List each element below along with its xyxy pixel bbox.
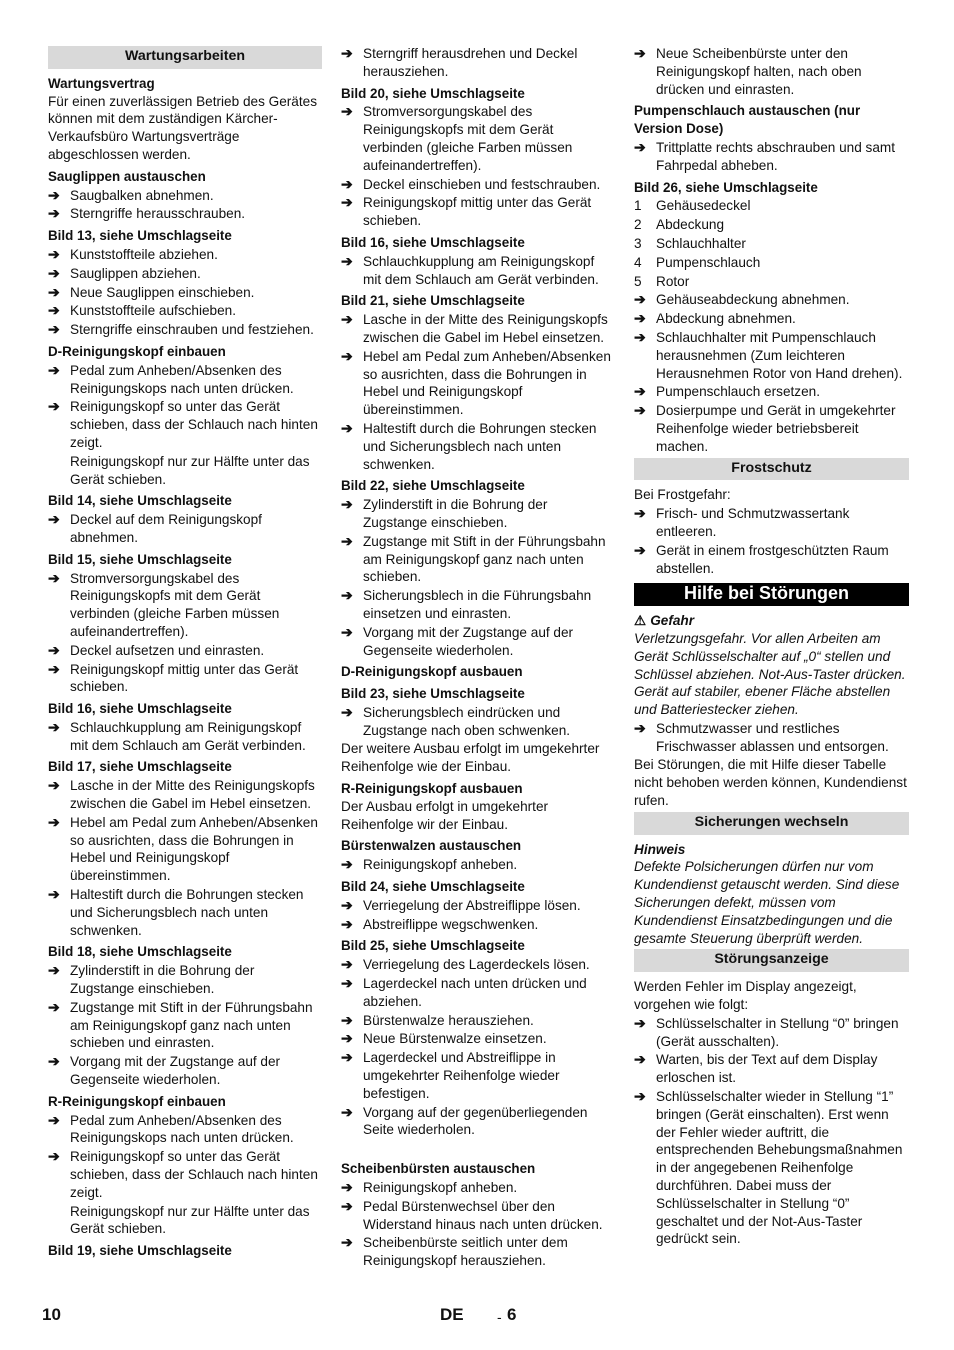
- column-3: [634, 44, 909, 1249]
- note-heading: Hinweis: [634, 841, 686, 857]
- indented-note: Reinigungskopf nur zur Hälfte unter das Gerät schieben.: [70, 1203, 310, 1237]
- instruction-step: [48, 999, 322, 1052]
- instruction-step: [341, 975, 615, 1011]
- instruction-step: [48, 205, 322, 223]
- instruction-step: [634, 542, 909, 578]
- arrow-icon: ➔: [341, 703, 353, 720]
- subheading: D-Reinigungskopf ausbauen: [341, 664, 523, 680]
- step-text: Frisch- und Schmutzwassertank entleeren.: [656, 506, 850, 539]
- subheading: Bild 23, siehe Umschlagseite: [341, 686, 525, 702]
- arrow-icon: ➔: [634, 505, 646, 522]
- step-text: Hebel am Pedal zum Anheben/Absenken so ausrichten, dass die Bohrungen in Hebel und Reinigungskopf übereinstimmen.: [363, 348, 611, 418]
- instruction-step: [48, 962, 322, 998]
- paragraph: Bei Frostgefahr:: [634, 487, 731, 503]
- subheading: Bild 20, siehe Umschlagseite: [341, 85, 525, 101]
- italic-paragraph: Verletzungsgefahr. Vor allen Arbeiten am Gerät Schlüsselschalter auf „0“ stellen und Schlüssel abziehen. Not-Aus-Taster drücken.: [634, 630, 906, 682]
- instruction-step: [341, 856, 615, 874]
- step-text: Pedal Bürstenwechsel über den Widerstand hinaus nach unten drücken.: [363, 1198, 603, 1232]
- paragraph: Für einen zuverlässigen Betrieb des Gerätes können mit dem zuständigen Kärcher-Verkaufsbüro Wartungsverträge abgeschlossen werden.: [48, 93, 317, 162]
- arrow-icon: ➔: [634, 328, 646, 345]
- step-text: Reinigungskopf so unter das Gerät schieben, dass der Schlauch nach hinten zeigt.: [70, 399, 318, 450]
- legend-number: 3: [634, 235, 642, 251]
- page-number: 10: [42, 1305, 61, 1324]
- step-text: Sicherungsblech eindrücken und Zugstange nach oben schwenken.: [363, 704, 571, 738]
- step-text: Reinigungskopf so unter das Gerät schieben, dass der Schlauch nach hinten zeigt.: [70, 1149, 318, 1200]
- arrow-icon: ➔: [634, 138, 646, 155]
- arrow-icon: ➔: [341, 587, 353, 604]
- arrow-icon: ➔: [48, 264, 60, 281]
- arrow-icon: ➔: [634, 291, 646, 308]
- danger-label: Gefahr: [650, 613, 695, 629]
- arrow-icon: ➔: [341, 311, 353, 328]
- step-text: Schlüsselschalter wieder in Stellung “1” bringen (Gerät einschalten). Erst wenn der Fehler wieder auftritt, die entsprechenden Behebungsmaßnahmen in der angegebenen Reihenfolge durchführen. Dabei muss der Schlüsselschalter in Stellung “0” geschaltet und der Not-Aus-Taster gedrückt sein.: [656, 1089, 903, 1247]
- arrow-icon: ➔: [341, 1197, 353, 1214]
- instruction-step: [341, 1234, 615, 1270]
- arrow-icon: ➔: [341, 103, 353, 120]
- arrow-icon: ➔: [48, 321, 60, 338]
- step-text: Neue Scheibenbürste unter den Reinigungskopf halten, nach oben drücken und einrasten.: [656, 46, 862, 97]
- instruction-step: [341, 496, 615, 532]
- arrow-icon: ➔: [341, 347, 353, 364]
- spacer: [341, 1140, 615, 1156]
- arrow-icon: ➔: [634, 1014, 646, 1031]
- legend-item: [634, 235, 909, 253]
- instruction-step: [48, 719, 322, 755]
- arrow-icon: ➔: [341, 915, 353, 932]
- danger-heading: [634, 612, 909, 630]
- instruction-step: [634, 291, 909, 309]
- instruction-step: [48, 777, 322, 813]
- step-text: Lasche in der Mitte des Reinigungskopfs zwischen die Gabel im Hebel einsetzen.: [363, 312, 608, 345]
- step-text: Vorgang mit der Zugstange auf der Gegenseite wiederholen.: [363, 624, 574, 658]
- step-text: Lagerdeckel nach unten drücken und abziehen.: [363, 976, 587, 1009]
- arrow-icon: ➔: [634, 310, 646, 327]
- subheading: D-Reinigungskopf einbauen: [48, 343, 226, 359]
- arrow-icon: ➔: [48, 641, 60, 658]
- step-text: Reinigungskopf anheben.: [363, 1180, 518, 1196]
- step-text: Zugstange mit Stift in der Führungsbahn am Reinigungskopf ganz nach unten schieben und einrasten.: [70, 999, 313, 1051]
- arrow-icon: ➔: [48, 1053, 60, 1070]
- instruction-step: [634, 720, 909, 756]
- instruction-step: [341, 103, 615, 174]
- instruction-step: [48, 814, 322, 885]
- arrow-icon: ➔: [341, 856, 353, 873]
- arrow-icon: ➔: [634, 402, 646, 419]
- arrow-icon: ➔: [634, 1088, 646, 1105]
- instruction-step: [48, 1112, 322, 1148]
- step-text: Pumpenschlauch ersetzen.: [656, 384, 820, 400]
- arrow-icon: ➔: [341, 623, 353, 640]
- arrow-icon: ➔: [48, 886, 60, 903]
- instruction-step: [634, 139, 909, 175]
- arrow-icon: ➔: [48, 283, 60, 300]
- arrow-icon: ➔: [341, 1030, 353, 1047]
- step-text: Abstreiflippe wegschwenken.: [363, 916, 539, 932]
- subheading: Bürstenwalzen austauschen: [341, 838, 522, 854]
- arrow-icon: ➔: [341, 896, 353, 913]
- instruction-step: [341, 311, 615, 347]
- arrow-icon: ➔: [341, 175, 353, 192]
- instruction-step: [48, 1053, 322, 1089]
- arrow-icon: ➔: [341, 956, 353, 973]
- step-text: Zugstange mit Stift in der Führungsbahn am Reinigungskopf ganz nach unten schieben.: [363, 533, 606, 585]
- subheading: Bild 18, siehe Umschlagseite: [48, 944, 232, 960]
- paragraph: Der Ausbau erfolgt in umgekehrter Reihenfolge wir der Einbau.: [341, 798, 549, 832]
- instruction-step: [48, 284, 322, 302]
- arrow-icon: ➔: [48, 361, 60, 378]
- step-text: Dosierpumpe und Gerät in umgekehrter Reihenfolge wieder betriebsbereit machen.: [656, 403, 896, 454]
- step-text: Deckel aufsetzen und einrasten.: [70, 642, 265, 658]
- subheading: Bild 19, siehe Umschlagseite: [48, 1243, 232, 1259]
- instruction-step: [48, 642, 322, 660]
- italic-paragraph: Defekte Polsicherungen dürfen nur vom Kundendienst getauscht werden. Sind diese Sicherungen defekt, müssen vom Kundendienst Einsatzbedingungen und die gesamte Steuerung überprüft werden.: [634, 859, 900, 946]
- legend-number: 4: [634, 254, 642, 270]
- arrow-icon: ➔: [341, 496, 353, 513]
- instruction-step: [48, 886, 322, 939]
- step-text: Stromversorgungskabel des Reinigungskopfs mit dem Gerät verbinden (gleiche Farben müssen aufeinandertreffen).: [363, 104, 573, 173]
- step-text: Sterngriff herausdrehen und Deckel herausziehen.: [363, 46, 578, 79]
- arrow-icon: ➔: [48, 660, 60, 677]
- instruction-step: [48, 187, 322, 205]
- legend-text: Schlauchhalter: [656, 235, 746, 251]
- chapter-heading: Hilfe bei Störungen: [634, 583, 909, 606]
- step-text: Stromversorgungskabel des Reinigungskopfs mit dem Gerät verbinden (gleiche Farben müssen aufeinandertreffen).: [70, 570, 280, 639]
- arrow-icon: ➔: [48, 302, 60, 319]
- step-text: Hebel am Pedal zum Anheben/Absenken so ausrichten, dass die Bohrungen in Hebel und Reinigungskopf übereinstimmen.: [70, 814, 318, 884]
- step-text: Sterngriffe einschrauben und festziehen.: [70, 322, 314, 338]
- step-text: Pedal zum Anheben/Absenken des Reinigungskops nach unten drücken.: [70, 362, 294, 396]
- instruction-step: [341, 1049, 615, 1102]
- instruction-step: [634, 1051, 909, 1087]
- arrow-icon: ➔: [48, 245, 60, 262]
- step-text: Reinigungskopf mittig unter das Gerät schieben.: [363, 195, 592, 229]
- subheading: Bild 25, siehe Umschlagseite: [341, 938, 525, 954]
- legend-text: Abdeckung: [656, 217, 725, 233]
- column-1: [48, 44, 322, 1260]
- instruction-step: [341, 1179, 615, 1197]
- legend-item: [634, 216, 909, 234]
- italic-paragraph: Gerät auf stabiler, ebener Fläche abstellen und Batteriestecker ziehen.: [634, 684, 891, 718]
- step-text: Warten, bis der Text auf dem Display erloschen ist.: [656, 1052, 878, 1086]
- step-text: Lasche in der Mitte des Reinigungskopfs zwischen die Gabel im Hebel einsetzen.: [70, 778, 315, 812]
- arrow-icon: ➔: [48, 569, 60, 586]
- section-heading: Wartungsarbeiten: [48, 46, 322, 69]
- subheading: Bild 14, siehe Umschlagseite: [48, 493, 232, 509]
- sub-page-prefix: -: [497, 1309, 502, 1325]
- instruction-step: [341, 1198, 615, 1234]
- instruction-step: [48, 1148, 322, 1201]
- step-text: Trittplatte rechts abschrauben und samt Fahrpedal abheben.: [656, 139, 896, 173]
- step-text: Haltestift durch die Bohrungen stecken und Sicherungsblech nach unten schwenken.: [70, 887, 304, 938]
- subheading: Scheibenbürsten austauschen: [341, 1161, 536, 1177]
- paragraph: Der weitere Ausbau erfolgt im umgekehrter Reihenfolge wie der Einbau.: [341, 741, 600, 775]
- legend-number: 1: [634, 198, 642, 214]
- arrow-icon: ➔: [48, 998, 60, 1015]
- step-text: Schlauchhalter mit Pumpenschlauch herausnehmen (Zum leichteren Herausnehmen Rotor von Hand drehen).: [656, 329, 903, 381]
- instruction-step: [341, 916, 615, 934]
- step-text: Gerät in einem frostgeschützten Raum abstellen.: [656, 542, 889, 576]
- step-text: Verriegelung des Lagerdeckels lösen.: [363, 957, 590, 973]
- instruction-step: [48, 398, 322, 451]
- subheading: Bild 16, siehe Umschlagseite: [341, 234, 525, 250]
- subheading: Bild 22, siehe Umschlagseite: [341, 478, 525, 494]
- instruction-step: [341, 624, 615, 660]
- legend-number: 2: [634, 217, 642, 233]
- step-text: Vorgang mit der Zugstange auf der Gegenseite wiederholen.: [70, 1054, 281, 1088]
- step-text: Lagerdeckel und Abstreiflippe in umgekehrter Reihenfolge wieder befestigen.: [363, 1050, 560, 1101]
- arrow-icon: ➔: [341, 45, 353, 61]
- arrow-icon: ➔: [48, 205, 60, 222]
- step-text: Kunststoffteile aufschieben.: [70, 303, 237, 319]
- step-text: Schlüsselschalter in Stellung “0” bringen (Gerät ausschalten).: [656, 1015, 899, 1049]
- step-text: Sauglippen abziehen.: [70, 265, 201, 281]
- arrow-icon: ➔: [341, 419, 353, 436]
- instruction-step: [341, 1104, 615, 1140]
- arrow-icon: ➔: [48, 511, 60, 528]
- step-text: Schlauchkupplung am Reinigungskopf mit dem Schlauch am Gerät verbinden.: [363, 253, 599, 287]
- arrow-icon: ➔: [48, 718, 60, 735]
- instruction-step: [634, 45, 909, 98]
- arrow-icon: ➔: [48, 962, 60, 979]
- instruction-step: [341, 956, 615, 974]
- instruction-step: [341, 897, 615, 915]
- sub-page-number: 6: [507, 1305, 517, 1324]
- instruction-step: [341, 194, 615, 230]
- step-text: Sterngriffe herausschrauben.: [70, 206, 246, 222]
- instruction-step: [48, 302, 322, 320]
- instruction-step: [341, 587, 615, 623]
- instruction-step: [341, 420, 615, 473]
- arrow-icon: ➔: [341, 1011, 353, 1028]
- instruction-step: [341, 704, 615, 740]
- subheading: Pumpenschlauch austauschen (nur Version Dose): [634, 103, 861, 137]
- subheading: Bild 26, siehe Umschlagseite: [634, 179, 818, 195]
- step-text: Neue Bürstenwalze einsetzen.: [363, 1031, 547, 1047]
- instruction-step: [341, 176, 615, 194]
- paragraph: Werden Fehler im Display angezeigt, vorgehen wie folgt:: [634, 979, 857, 1013]
- step-text: Reinigungskopf mittig unter das Gerät schieben.: [70, 661, 299, 695]
- instruction-step: [341, 348, 615, 419]
- arrow-icon: ➔: [341, 532, 353, 549]
- subheading: Bild 13, siehe Umschlagseite: [48, 228, 232, 244]
- instruction-step: [48, 362, 322, 398]
- step-text: Saugbalken abnehmen.: [70, 187, 214, 203]
- instruction-step: [48, 246, 322, 264]
- instruction-step: [634, 1088, 909, 1248]
- arrow-icon: ➔: [48, 398, 60, 415]
- arrow-icon: ➔: [48, 813, 60, 830]
- subheading: Bild 17, siehe Umschlagseite: [48, 759, 232, 775]
- subheading: Bild 15, siehe Umschlagseite: [48, 551, 232, 567]
- instruction-step: [634, 383, 909, 401]
- legend-text: Gehäusedeckel: [656, 198, 751, 214]
- column-2: [341, 44, 615, 1271]
- arrow-icon: ➔: [48, 777, 60, 794]
- step-text: Zylinderstift in die Bohrung der Zugstange einschieben.: [363, 497, 548, 530]
- arrow-icon: ➔: [634, 45, 646, 61]
- arrow-icon: ➔: [341, 1179, 353, 1196]
- legend-item: [634, 197, 909, 215]
- step-text: Pedal zum Anheben/Absenken des Reinigungskops nach unten drücken.: [70, 1112, 294, 1146]
- instruction-step: [634, 310, 909, 328]
- instruction-step: [48, 321, 322, 339]
- instruction-step: [341, 45, 615, 81]
- subheading: Bild 24, siehe Umschlagseite: [341, 879, 525, 895]
- instruction-step: [634, 1015, 909, 1051]
- step-text: Schmutzwasser und restliches Frischwasser ablassen und entsorgen.: [656, 720, 889, 754]
- legend-item: [634, 273, 909, 291]
- legend-number: 5: [634, 273, 642, 289]
- legend-item: [634, 254, 909, 272]
- step-text: Deckel auf dem Reinigungskopf abnehmen.: [70, 512, 262, 545]
- arrow-icon: ➔: [634, 541, 646, 558]
- instruction-step: [341, 1012, 615, 1030]
- step-text: Zylinderstift in die Bohrung der Zugstange einschieben.: [70, 963, 255, 997]
- subheading: Wartungsvertrag: [48, 75, 155, 91]
- legend-text: Pumpenschlauch: [656, 254, 761, 270]
- instruction-step: [341, 1030, 615, 1048]
- instruction-step: [341, 533, 615, 586]
- instruction-step: [48, 265, 322, 283]
- step-text: Neue Sauglippen einschieben.: [70, 284, 255, 300]
- paragraph: Bei Störungen, die mit Hilfe dieser Tabelle nicht behoben werden können, Kundendienst rufen.: [634, 757, 907, 809]
- arrow-icon: ➔: [341, 975, 353, 992]
- arrow-icon: ➔: [341, 252, 353, 269]
- step-text: Bürstenwalze herausziehen.: [363, 1012, 534, 1028]
- arrow-icon: ➔: [48, 1111, 60, 1128]
- arrow-icon: ➔: [48, 1148, 60, 1165]
- section-heading: Sicherungen wechseln: [634, 812, 909, 835]
- subheading: Bild 16, siehe Umschlagseite: [48, 701, 232, 717]
- arrow-icon: ➔: [341, 1234, 353, 1251]
- arrow-icon: ➔: [341, 1049, 353, 1066]
- subheading: R-Reinigungskopf ausbauen: [341, 781, 523, 797]
- step-text: Vorgang auf der gegenüberliegenden Seite wiederholen.: [363, 1104, 588, 1138]
- warning-triangle-icon: ⚠: [634, 613, 647, 629]
- instruction-step: [48, 570, 322, 641]
- step-text: Kunststoffteile abziehen.: [70, 246, 218, 262]
- step-text: Reinigungskopf anheben.: [363, 857, 518, 873]
- step-text: Verriegelung der Abstreiflippe lösen.: [363, 897, 581, 913]
- instruction-step: [634, 402, 909, 455]
- instruction-step: [341, 253, 615, 289]
- arrow-icon: ➔: [48, 186, 60, 203]
- arrow-icon: ➔: [634, 1051, 646, 1068]
- arrow-icon: ➔: [634, 719, 646, 736]
- arrow-icon: ➔: [341, 194, 353, 211]
- subheading: Bild 21, siehe Umschlagseite: [341, 293, 525, 309]
- step-text: Haltestift durch die Bohrungen stecken und Sicherungsblech nach unten schwenken.: [363, 420, 597, 472]
- subheading: Sauglippen austauschen: [48, 168, 206, 184]
- arrow-icon: ➔: [634, 383, 646, 400]
- section-heading: Frostschutz: [634, 458, 909, 481]
- indented-note: Reinigungskopf nur zur Hälfte unter das Gerät schieben.: [70, 453, 310, 487]
- instruction-step: [48, 661, 322, 697]
- section-heading: Störungsanzeige: [634, 949, 909, 972]
- instruction-step: [634, 505, 909, 541]
- instruction-step: [634, 329, 909, 382]
- step-text: Schlauchkupplung am Reinigungskopf mit dem Schlauch am Gerät verbinden.: [70, 719, 306, 753]
- step-text: Sicherungsblech in die Führungsbahn einsetzen und einrasten.: [363, 588, 592, 621]
- legend-text: Rotor: [656, 273, 690, 289]
- step-text: Scheibenbürste seitlich unter dem Reinigungskopf herausziehen.: [363, 1235, 568, 1269]
- language-code: DE: [440, 1305, 464, 1324]
- instruction-step: [48, 511, 322, 547]
- step-text: Abdeckung abnehmen.: [656, 311, 796, 327]
- subheading: R-Reinigungskopf einbauen: [48, 1093, 226, 1109]
- step-text: Deckel einschieben und festschrauben.: [363, 176, 601, 192]
- arrow-icon: ➔: [341, 1103, 353, 1120]
- step-text: Gehäuseabdeckung abnehmen.: [656, 292, 850, 308]
